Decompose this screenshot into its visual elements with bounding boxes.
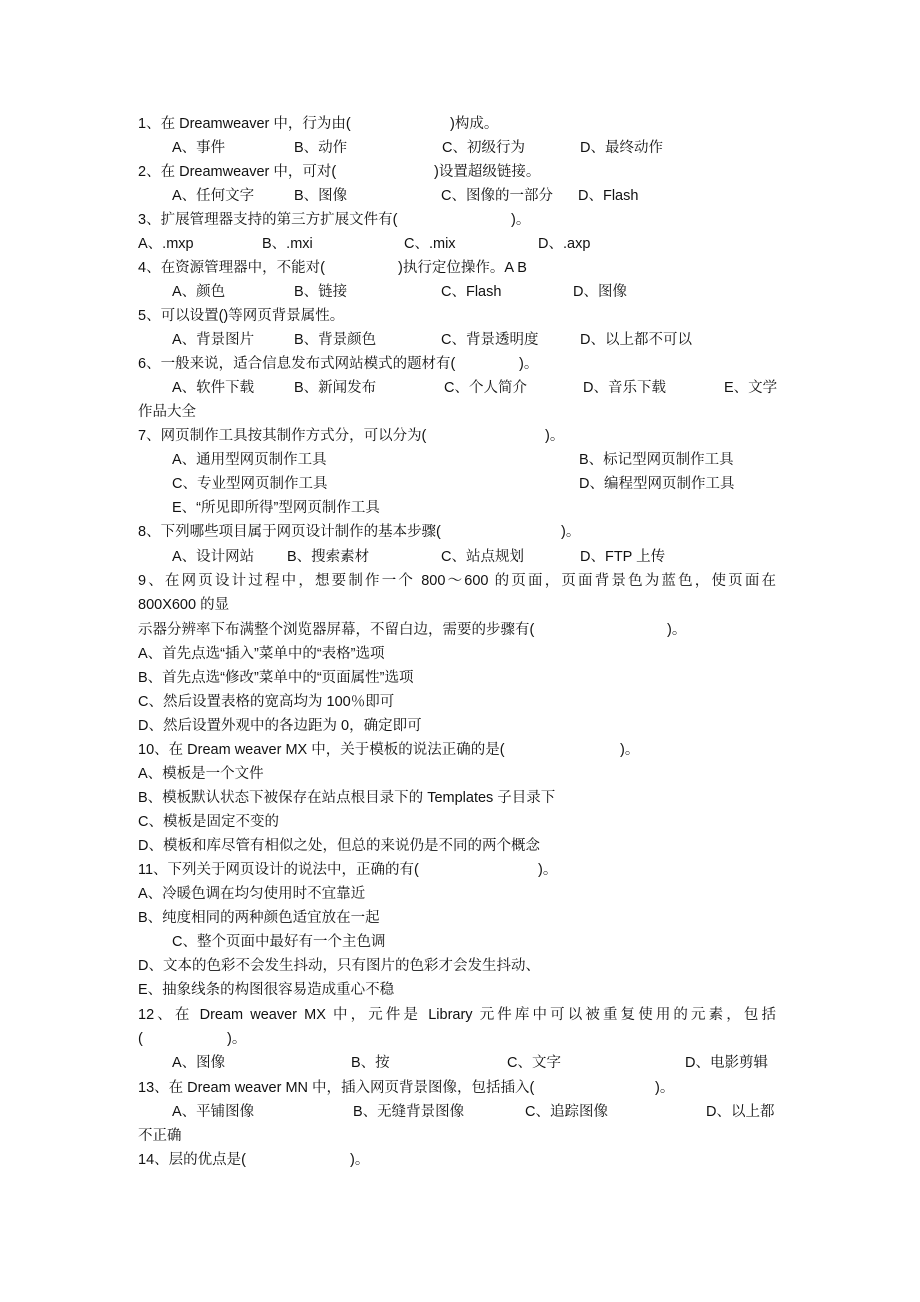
stem-text: 12、在 Dream weaver MX 中，元件是 Library 元件库中可以被重复使用的元素，包括 [138, 1007, 776, 1023]
option: A、图像 [172, 1055, 226, 1071]
option: C、图像的一部分 [441, 188, 553, 204]
option: B、无缝背景图像 [353, 1104, 465, 1120]
option: B、动作 [294, 140, 348, 156]
option: D、以上都不可以 [580, 332, 692, 348]
option: C、模板是固定不变的 [138, 814, 279, 830]
option: C、站点规划 [441, 549, 524, 565]
option: D、以上都 [706, 1104, 775, 1120]
q12-options [0, 1053, 920, 1073]
option: A、冷暖色调在均匀使用时不宜靠近 [138, 886, 366, 902]
option: D、.axp [538, 236, 591, 252]
q13-options [0, 1102, 920, 1122]
stem-end: )构成。 [450, 116, 499, 132]
option: B、搜索素材 [287, 549, 370, 565]
stem-text: 13、在 Dream weaver MN 中，插入网页背景图像，包括插入( [138, 1080, 535, 1096]
q1-options [0, 138, 920, 158]
option: A、背景图片 [172, 332, 255, 348]
option: C、追踪图像 [525, 1104, 608, 1120]
stem-text: 示器分辨率下布满整个浏览器屏幕，不留白边，需要的步骤有( [138, 622, 535, 638]
q9-stem-1 [0, 571, 920, 591]
option: B、纯度相同的两种颜色适宜放在一起 [138, 910, 380, 926]
stem-end: )。 [655, 1080, 675, 1096]
stem-end: )。 [350, 1152, 370, 1168]
q10-option [0, 764, 920, 784]
q1-stem [0, 114, 920, 134]
option: C、.mix [404, 236, 456, 252]
option: A、首先点选“插入”菜单中的“表格”选项 [138, 646, 385, 662]
option: E、抽象线条的构图很容易造成重心不稳 [138, 982, 395, 998]
option: A、.mxp [138, 236, 194, 252]
option: A、设计网站 [172, 549, 255, 565]
stem-text: 10、在 Dream weaver MX 中，关于模板的说法正确的是( [138, 742, 505, 758]
stem-text: 9、在网页设计过程中，想要制作一个 800～600 的页面，页面背景色为蓝色，使页面在 [138, 573, 776, 589]
option: A、软件下载 [172, 380, 255, 396]
option: C、Flash [441, 284, 502, 300]
q7-options-row1 [0, 450, 920, 470]
q10-option [0, 788, 920, 808]
option: D、然后设置外观中的各边距为 0，确定即可 [138, 718, 422, 734]
stem-end: )设置超级链接。 [434, 164, 541, 180]
option-wrap: 作品大全 [138, 404, 196, 420]
q4-stem [0, 258, 920, 278]
q9-option [0, 716, 920, 736]
q9-stem-3 [0, 620, 920, 640]
stem-text: 5、可以设置()等网页背景属性。 [138, 308, 345, 324]
option: D、音乐下载 [583, 380, 666, 396]
option: A、平铺图像 [172, 1104, 255, 1120]
option: B、背景颜色 [294, 332, 377, 348]
option: A、模板是一个文件 [138, 766, 264, 782]
q6-options [0, 378, 920, 398]
q11-stem [0, 860, 920, 880]
q5-stem [0, 306, 920, 326]
stem-text: 1、在 Dreamweaver 中，行为由( [138, 116, 351, 132]
option: A、事件 [172, 140, 226, 156]
stem-end: )。 [561, 524, 581, 540]
stem-text: 8、下列哪些项目属于网页设计制作的基本步骤( [138, 524, 441, 540]
stem-text: 800X600 的显 [138, 597, 230, 613]
q7-stem [0, 426, 920, 446]
q5-options [0, 330, 920, 350]
q12-stem [0, 1005, 920, 1025]
stem-end: )执行定位操作。A B [398, 260, 527, 276]
option: C、背景透明度 [441, 332, 539, 348]
stem-end: )。 [620, 742, 640, 758]
q11-option [0, 884, 920, 904]
option: C、个人简介 [444, 380, 527, 396]
option: C、专业型网页制作工具 [172, 476, 328, 492]
stem-text: 3、扩展管理器支持的第三方扩展文件有( [138, 212, 398, 228]
q7-options-row3 [0, 498, 920, 518]
option: B、按 [351, 1055, 390, 1071]
stem-text: 14、层的优点是( [138, 1152, 246, 1168]
q2-options [0, 186, 920, 206]
q7-options-row2 [0, 474, 920, 494]
q9-option [0, 692, 920, 712]
option: B、.mxi [262, 236, 313, 252]
option: B、链接 [294, 284, 348, 300]
option: B、首先点选“修改”菜单中的“页面属性”选项 [138, 670, 414, 686]
option: E、文学 [724, 380, 778, 396]
option: D、最终动作 [580, 140, 663, 156]
q6-wrap [0, 402, 920, 422]
option: D、编程型网页制作工具 [579, 476, 735, 492]
stem-end: )。 [511, 212, 531, 228]
option: D、图像 [573, 284, 627, 300]
option: B、模板默认状态下被保存在站点根目录下的 Templates 子目录下 [138, 790, 556, 806]
stem-text: 6、一般来说，适合信息发布式网站模式的题材有( [138, 356, 456, 372]
option: D、模板和库尽管有相似之处，但总的来说仍是不同的两个概念 [138, 838, 540, 854]
stem-text: 2、在 Dreamweaver 中，可对( [138, 164, 337, 180]
option: D、文本的色彩不会发生抖动，只有图片的色彩才会发生抖动、 [138, 958, 540, 974]
stem-end: )。 [519, 356, 539, 372]
option: C、文字 [507, 1055, 561, 1071]
option: D、Flash [578, 188, 639, 204]
option: D、电影剪辑 [685, 1055, 768, 1071]
q11-option [0, 908, 920, 928]
q3-options [0, 234, 920, 254]
option: D、FTP 上传 [580, 549, 666, 565]
stem-text: 4、在资源管理器中，不能对( [138, 260, 325, 276]
option: C、整个页面中最好有一个主色调 [172, 934, 386, 950]
q10-stem [0, 740, 920, 760]
option: B、图像 [294, 188, 348, 204]
stem-text: 11、下列关于网页设计的说法中，正确的有( [138, 862, 419, 878]
q4-options [0, 282, 920, 302]
q11-option [0, 956, 920, 976]
q11-option [0, 932, 920, 952]
q6-stem [0, 354, 920, 374]
stem-end: )。 [667, 622, 687, 638]
q12-stem-2 [0, 1029, 920, 1049]
option: C、初级行为 [442, 140, 525, 156]
q9-option [0, 644, 920, 664]
q10-option [0, 812, 920, 832]
stem-end: )。 [545, 428, 565, 444]
option: C、然后设置表格的宽高均为 100％即可 [138, 694, 395, 710]
q13-stem [0, 1078, 920, 1098]
q2-stem [0, 162, 920, 182]
q8-stem [0, 522, 920, 542]
q14-stem [0, 1150, 920, 1170]
option: B、新闻发布 [294, 380, 377, 396]
option: A、任何文字 [172, 188, 255, 204]
stem-text: 7、网页制作工具按其制作方式分，可以分为( [138, 428, 427, 444]
option: B、标记型网页制作工具 [579, 452, 734, 468]
stem-end: )。 [538, 862, 558, 878]
stem-open: ( [138, 1031, 143, 1047]
option: A、通用型网页制作工具 [172, 452, 327, 468]
q8-options [0, 547, 920, 567]
stem-end: )。 [227, 1031, 247, 1047]
option-wrap: 不正确 [138, 1128, 182, 1144]
option: A、颜色 [172, 284, 226, 300]
q9-stem-2 [0, 595, 920, 615]
q3-stem [0, 210, 920, 230]
q11-option [0, 980, 920, 1000]
q9-option [0, 668, 920, 688]
q10-option [0, 836, 920, 856]
q13-wrap [0, 1126, 920, 1146]
option: E、“所见即所得”型网页制作工具 [172, 500, 380, 516]
